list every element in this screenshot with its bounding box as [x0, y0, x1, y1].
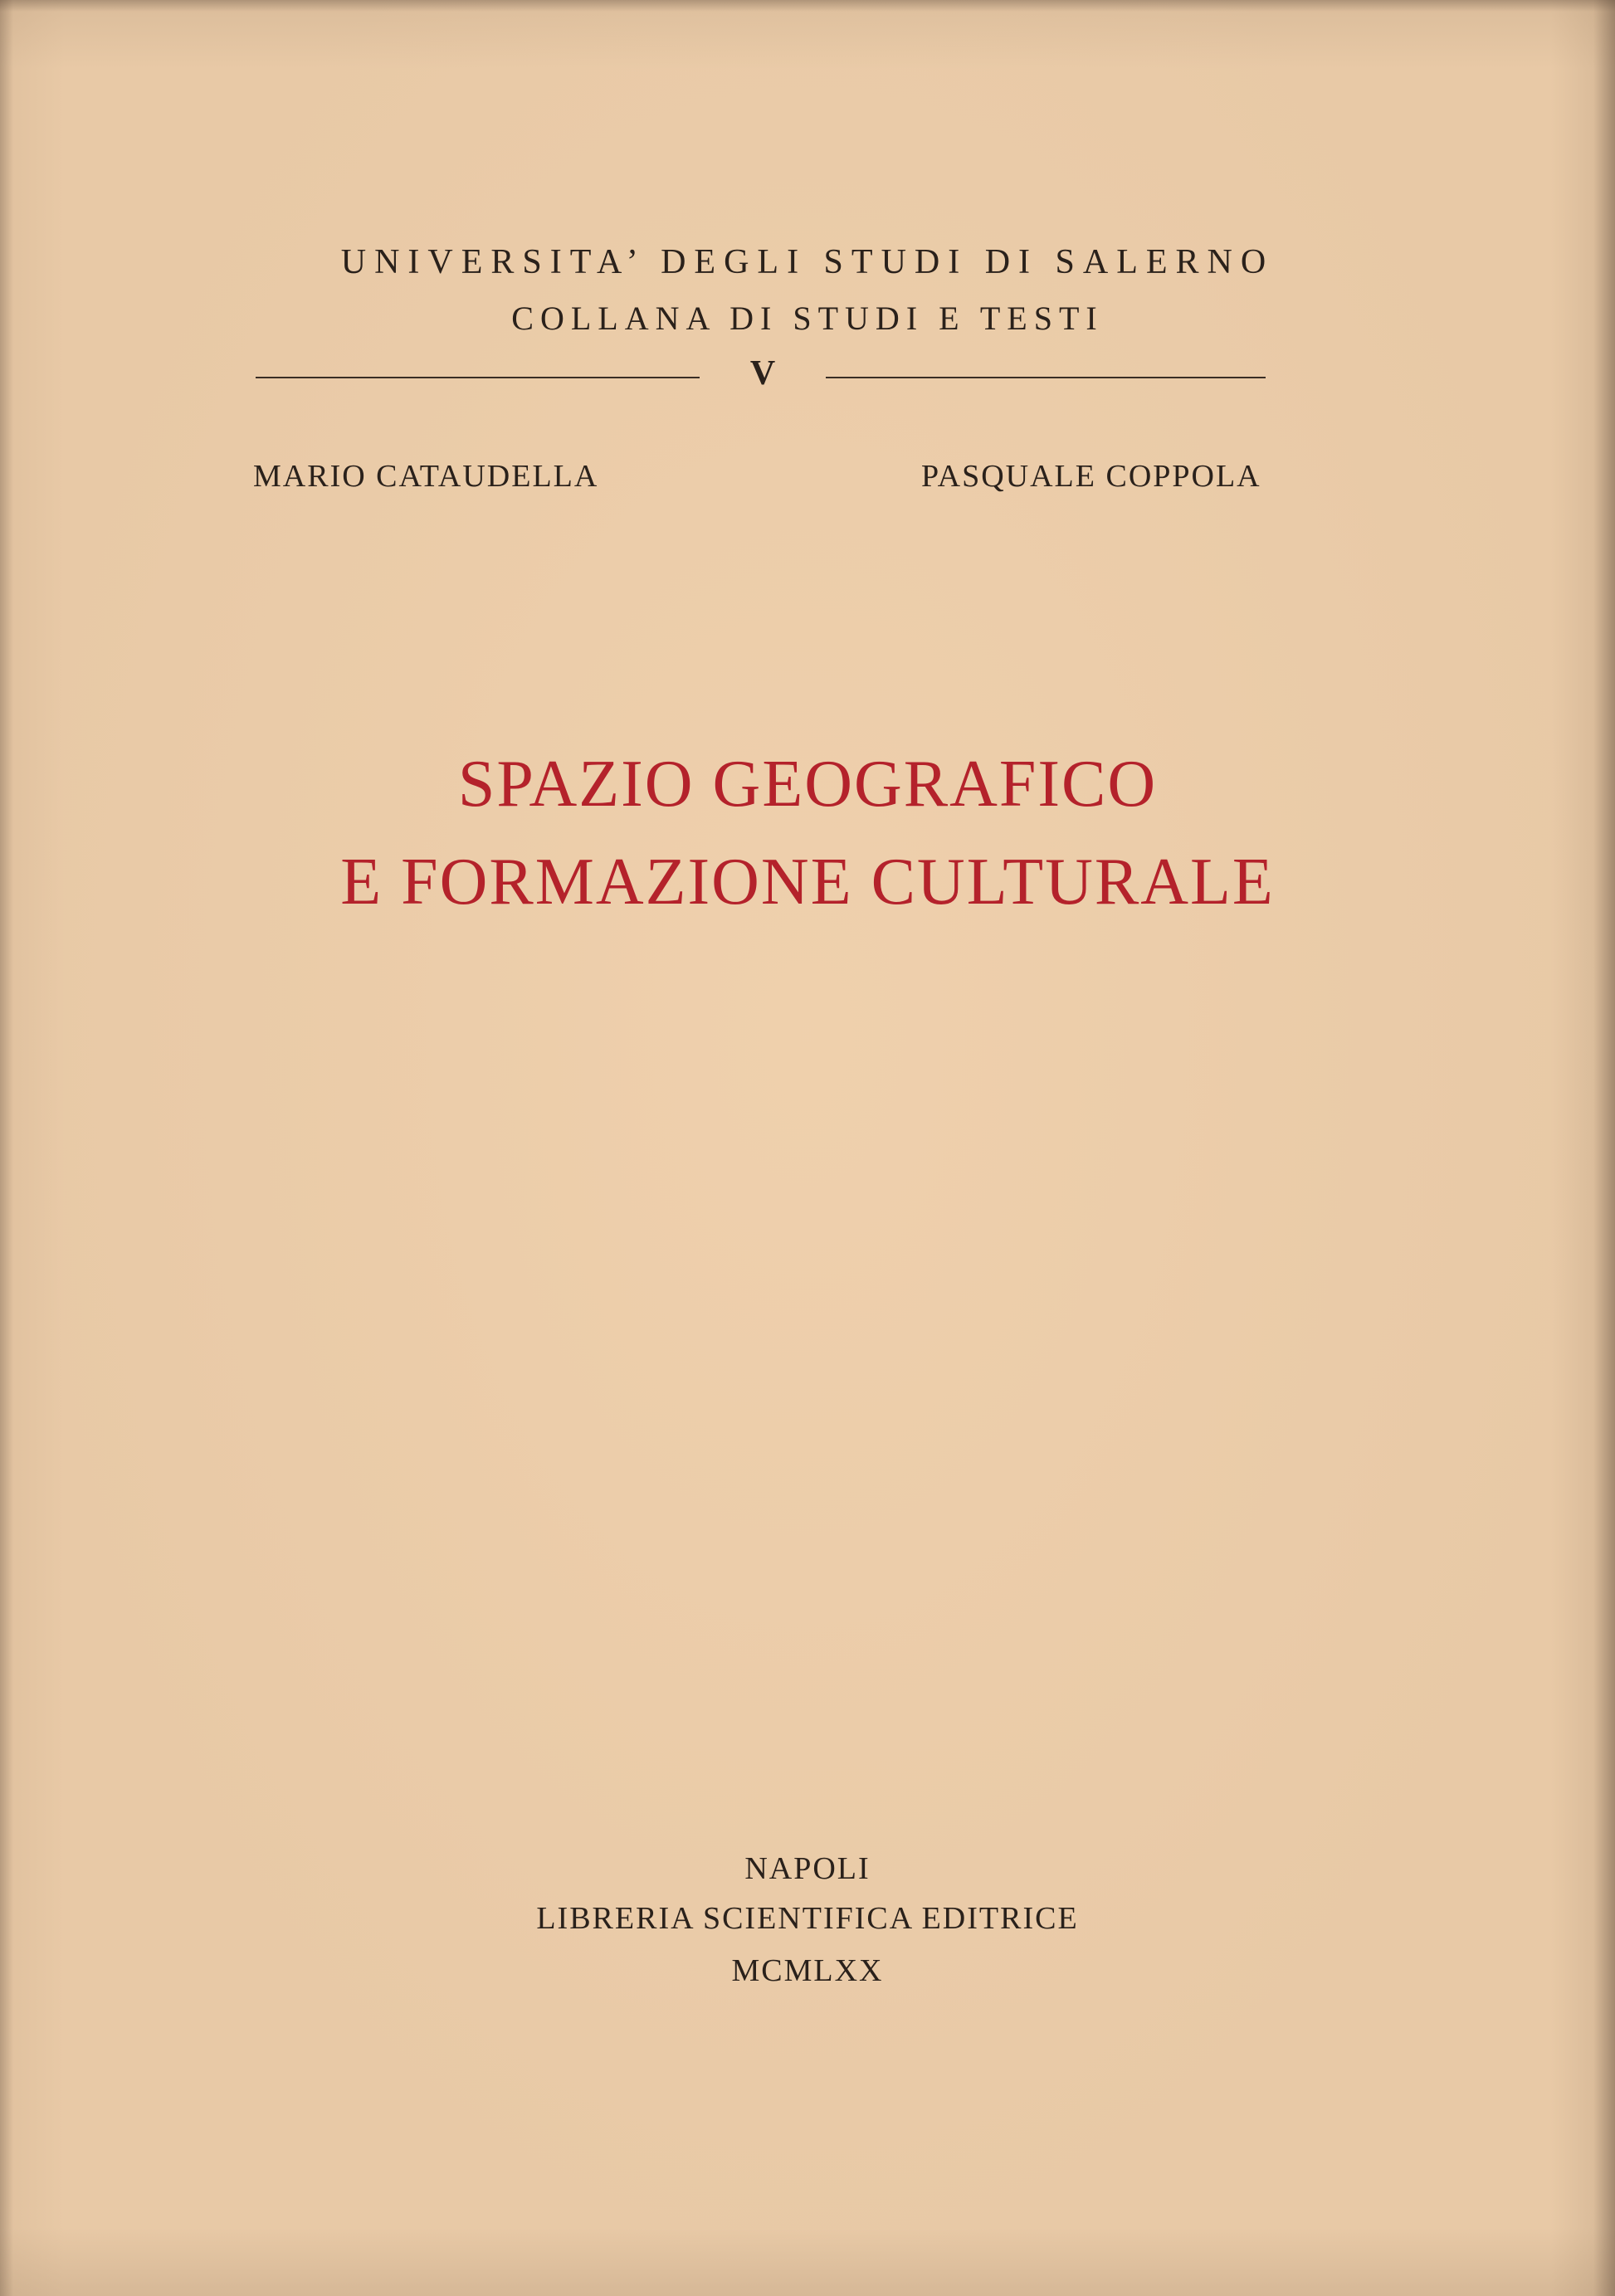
divider-right	[826, 377, 1266, 378]
author-1: MARIO CATAUDELLA	[253, 459, 599, 494]
book-title-line-2: E FORMAZIONE CULTURALE	[340, 846, 1275, 919]
volume-number: V	[749, 354, 776, 392]
cover-top-edge	[0, 0, 1615, 12]
divider-left	[256, 377, 700, 378]
publication-year: MCMLXX	[731, 1953, 884, 1988]
publisher-name: LIBRERIA SCIENTIFICA EDITRICE	[536, 1901, 1079, 1936]
series-name: COLLANA DI STUDI E TESTI	[511, 300, 1104, 337]
book-title-line-1: SPAZIO GEOGRAFICO	[457, 748, 1158, 821]
cover-left-edge	[0, 0, 13, 2296]
university-name: UNIVERSITA’ DEGLI STUDI DI SALERNO	[340, 243, 1275, 281]
publisher-city: NAPOLI	[744, 1851, 871, 1886]
author-2: PASQUALE COPPOLA	[921, 459, 1261, 494]
volume-row	[249, 353, 1278, 400]
cover-right-edge	[1593, 0, 1615, 2296]
